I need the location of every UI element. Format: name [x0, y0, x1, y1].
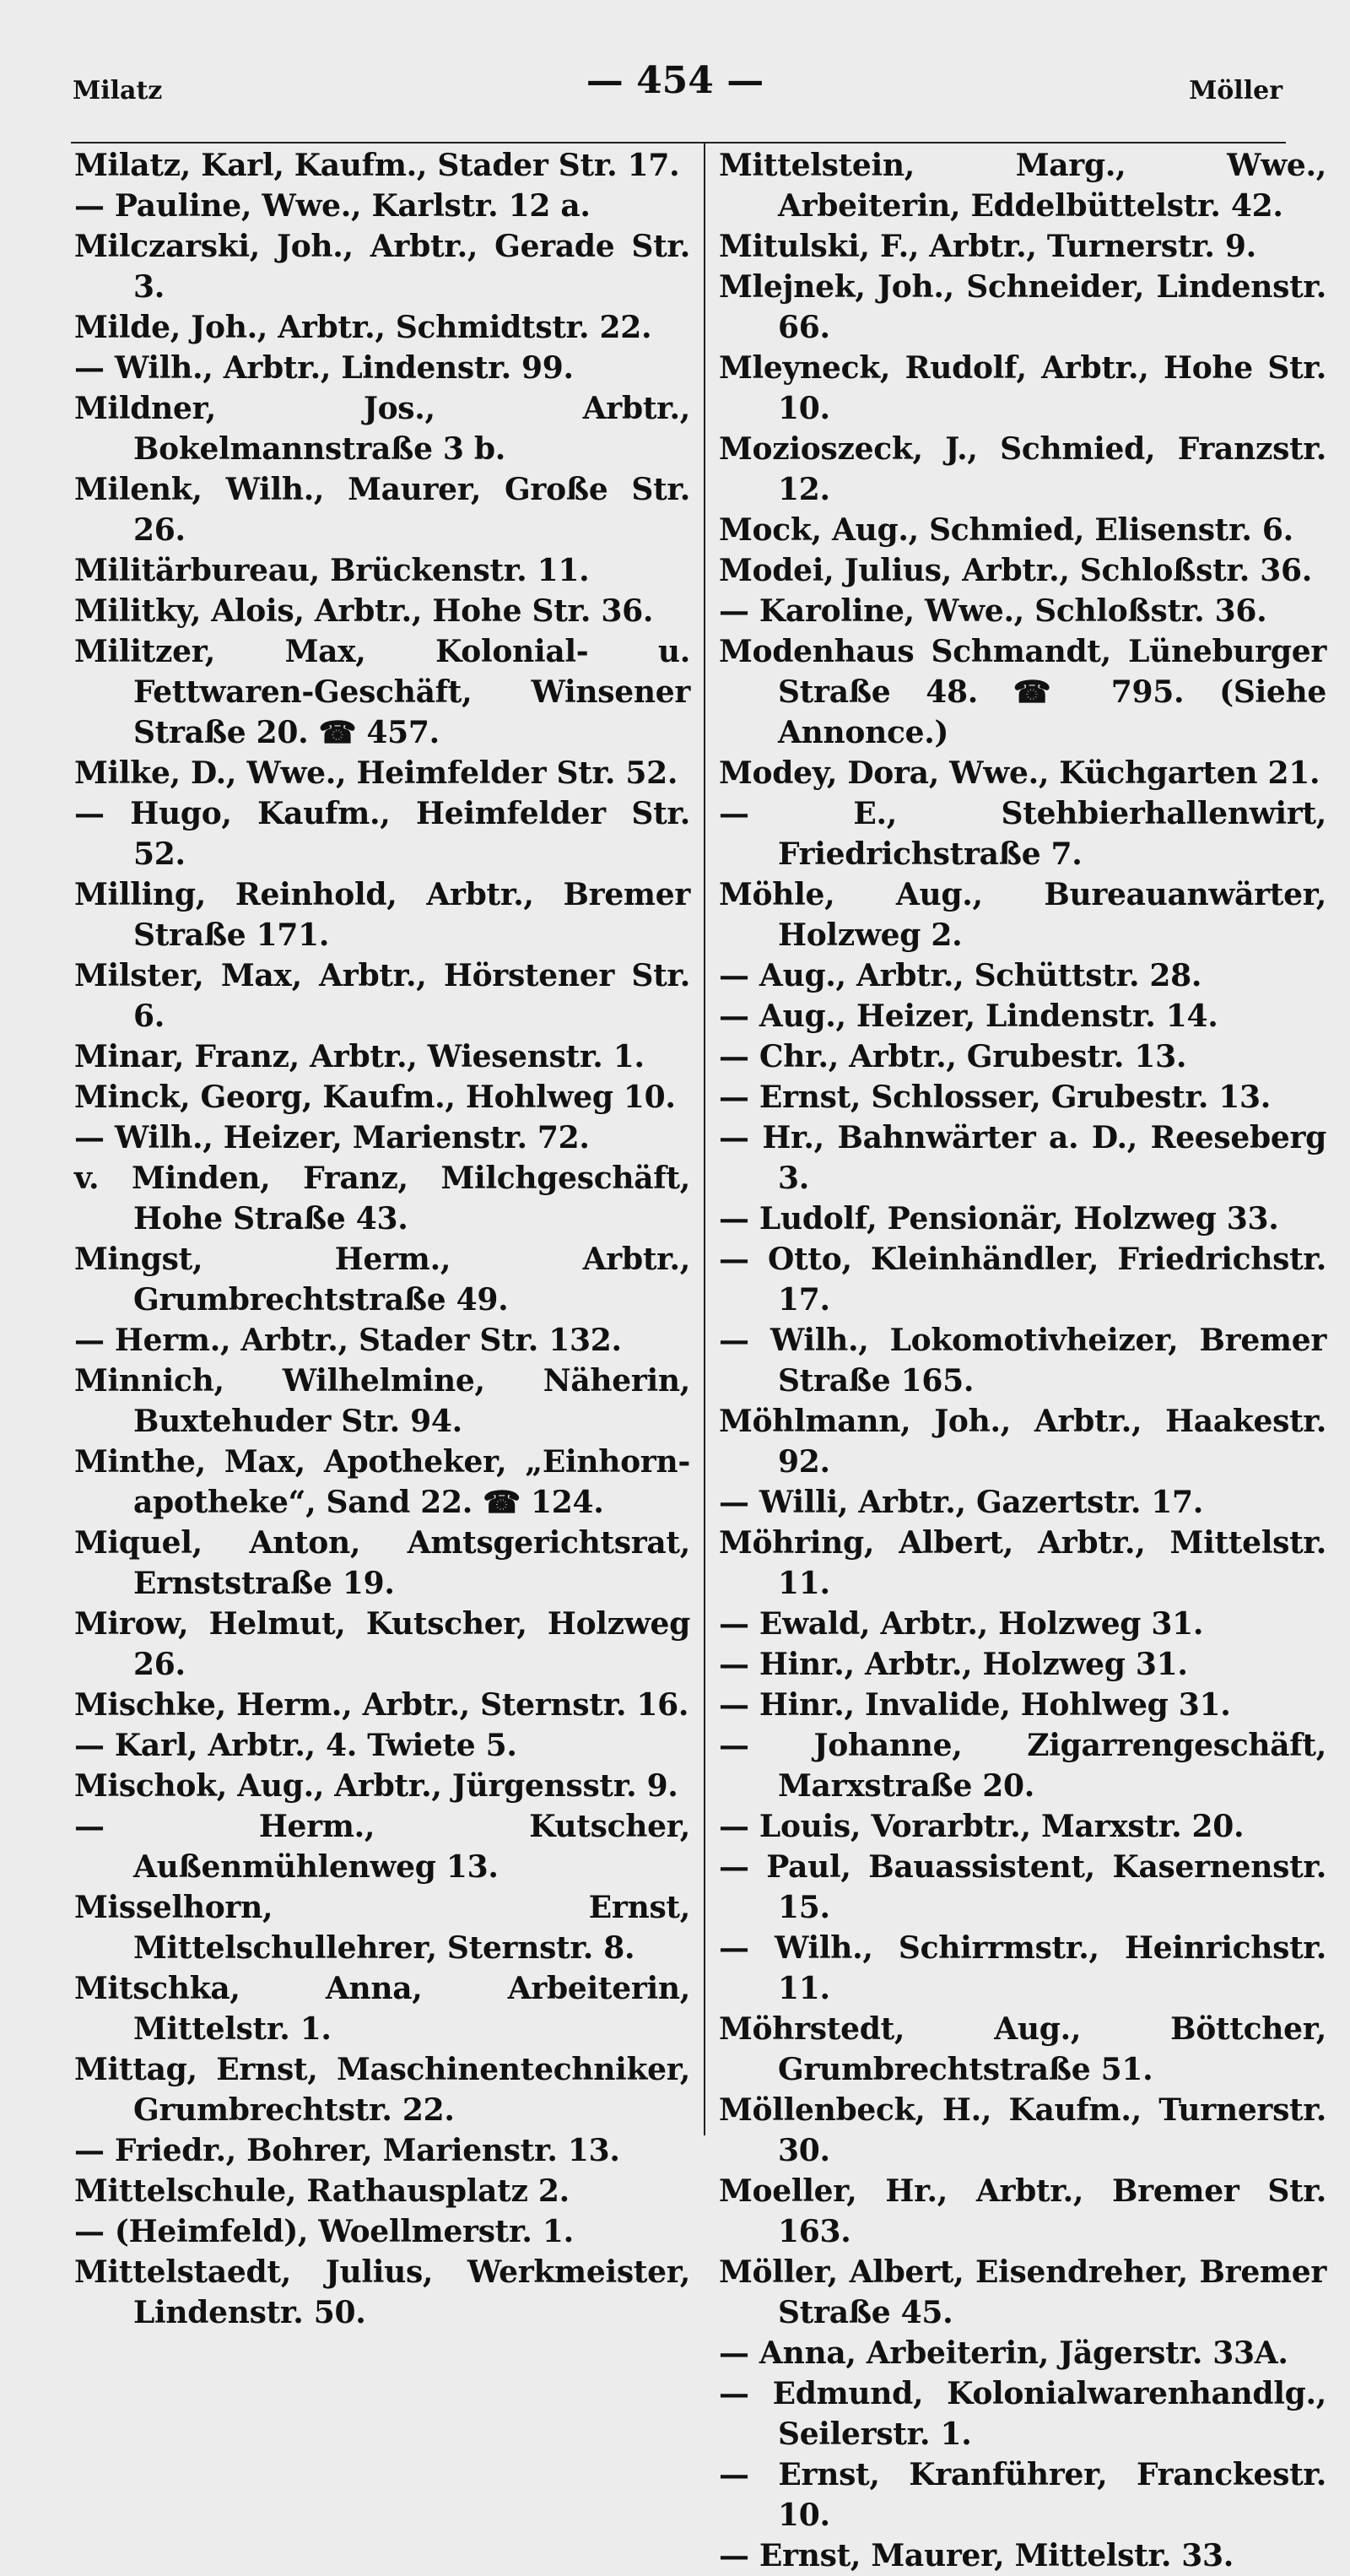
- directory-entry: Milczarski, Joh., Arbtr., Gerade Str. 3.: [74, 229, 690, 305]
- right-column: [719, 145, 1326, 2576]
- directory-entry: Möhring, Albert, Arbtr., Mittelstr. 11.: [719, 1525, 1326, 1601]
- directory-entry: Mittelstein, Marg., Wwe., Arbeiterin, Eddelbüttelstr. 42.: [719, 148, 1326, 224]
- directory-entry: Modei, Julius, Arbtr., Schloßstr. 36.: [719, 553, 1312, 588]
- directory-entry: Minnich, Wilhelmine, Näherin, Buxtehuder Str. 94.: [74, 1363, 690, 1439]
- directory-entry: v. Minden, Franz, Milchgeschäft, Hohe Straße 43.: [74, 1161, 690, 1237]
- directory-entry: Milatz, Karl, Kaufm., Stader Str. 17.: [74, 148, 680, 183]
- directory-entry: Möhle, Aug., Bureauanwärter, Holzweg 2.: [719, 877, 1326, 953]
- directory-entry: Militky, Alois, Arbtr., Hohe Str. 36.: [74, 593, 654, 629]
- directory-entry: Miquel, Anton, Amtsgerichtsrat, Ernststraße 19.: [74, 1525, 690, 1601]
- directory-entry: — Louis, Vorarbtr., Marxstr. 20.: [719, 1809, 1245, 1844]
- directory-entry: Militärbureau, Brückenstr. 11.: [74, 553, 590, 588]
- directory-entry: — Paul, Bauassistent, Kasernenstr. 15.: [719, 1849, 1326, 1925]
- header-left-keyword: Milatz: [73, 76, 163, 106]
- directory-entry: — Hinr., Invalide, Hohlweg 31.: [719, 1687, 1231, 1723]
- directory-entry: — Hr., Bahnwärter a. D., Reeseberg 3.: [719, 1120, 1326, 1196]
- directory-entry: Mleyneck, Rudolf, Arbtr., Hohe Str. 10.: [719, 350, 1326, 426]
- directory-entry: Mlejnek, Joh., Schneider, Lindenstr. 66.: [719, 269, 1326, 345]
- directory-entry: — Otto, Kleinhändler, Friedrichstr. 17.: [719, 1242, 1326, 1318]
- directory-entry: — (Heimfeld), Woellmerstr. 1.: [74, 2214, 574, 2249]
- directory-entry: — Herm., Kutscher, Außenmühlenweg 13.: [74, 1809, 690, 1885]
- directory-entry: Milster, Max, Arbtr., Hörstener Str. 6.: [74, 958, 690, 1034]
- directory-entry: Minck, Georg, Kaufm., Hohlweg 10.: [74, 1080, 676, 1115]
- directory-entry: Möller, Albert, Eisendreher, Bremer Straße 45.: [719, 2254, 1326, 2330]
- directory-entry: — Hinr., Arbtr., Holzweg 31.: [719, 1647, 1188, 1682]
- directory-entry: Milling, Reinhold, Arbtr., Bremer Straße 171.: [74, 877, 690, 953]
- directory-entry: — Karl, Arbtr., 4. Twiete 5.: [74, 1728, 517, 1763]
- directory-entry: — Ewald, Arbtr., Holzweg 31.: [719, 1606, 1204, 1642]
- directory-entry: Milenk, Wilh., Maurer, Große Str. 26.: [74, 472, 690, 548]
- directory-entry: Mitschka, Anna, Arbeiterin, Mittelstr. 1.: [74, 1971, 690, 2047]
- directory-entry: Misselhorn, Ernst, Mittelschullehrer, Sternstr. 8.: [74, 1890, 690, 1966]
- directory-entry: Mirow, Helmut, Kutscher, Holzweg 26.: [74, 1606, 690, 1682]
- directory-entry: — Wilh., Heizer, Marienstr. 72.: [74, 1120, 590, 1155]
- directory-entry: — Johanne, Zigarrengeschäft, Marxstraße 20.: [719, 1728, 1326, 1804]
- directory-entry: Mildner, Jos., Arbtr., Bokelmannstraße 3 b.: [74, 391, 690, 467]
- directory-entry: — Edmund, Kolonialwarenhandlg., Seilerstr. 1.: [719, 2376, 1326, 2452]
- directory-entry: — Chr., Arbtr., Grubestr. 13.: [719, 1039, 1187, 1074]
- page-header: [0, 59, 1350, 110]
- directory-entry: Möhlmann, Joh., Arbtr., Haakestr. 92.: [719, 1404, 1326, 1480]
- column-divider: [704, 143, 705, 2135]
- directory-entry: — Ernst, Schlosser, Grubestr. 13.: [719, 1080, 1272, 1115]
- directory-entry: Milke, D., Wwe., Heimfelder Str. 52.: [74, 755, 678, 791]
- directory-entry: Mittag, Ernst, Maschinentechniker, Grumbrechtstr. 22.: [74, 2052, 690, 2128]
- page-number: — 454 —: [586, 59, 764, 102]
- directory-entry: — Aug., Arbtr., Schüttstr. 28.: [719, 958, 1202, 993]
- directory-entry: — Ernst, Kranführer, Franckestr. 10.: [719, 2457, 1326, 2533]
- directory-entry: Mischok, Aug., Arbtr., Jürgensstr. 9.: [74, 1768, 678, 1804]
- header-rule: [71, 142, 1286, 143]
- directory-entry: Mittelschule, Rathausplatz 2.: [74, 2173, 570, 2209]
- directory-entry: Mingst, Herm., Arbtr., Grumbrechtstraße 49.: [74, 1242, 690, 1318]
- directory-entry: — Friedr., Bohrer, Marienstr. 13.: [74, 2133, 620, 2168]
- directory-entry: — Anna, Arbeiterin, Jägerstr. 33A.: [719, 2335, 1288, 2371]
- directory-entry: — Aug., Heizer, Lindenstr. 14.: [719, 998, 1218, 1034]
- directory-entry: Minthe, Max, Apotheker, „Einhorn-apotheke“, Sand 22. ☎ 124.: [74, 1444, 690, 1520]
- directory-entry: Mischke, Herm., Arbtr., Sternstr. 16.: [74, 1687, 689, 1723]
- directory-entry: Mock, Aug., Schmied, Elisenstr. 6.: [719, 512, 1293, 548]
- directory-entry: Mittelstaedt, Julius, Werkmeister, Lindenstr. 50.: [74, 2254, 690, 2330]
- directory-entry: Moeller, Hr., Arbtr., Bremer Str. 163.: [719, 2173, 1326, 2249]
- directory-entry: — Ludolf, Pensionär, Holzweg 33.: [719, 1201, 1279, 1237]
- directory-entry: — Wilh., Schirrmstr., Heinrichstr. 11.: [719, 1930, 1326, 2006]
- directory-entry: — Herm., Arbtr., Stader Str. 132.: [74, 1323, 622, 1358]
- directory-entry: Modey, Dora, Wwe., Küchgarten 21.: [719, 755, 1320, 791]
- directory-entry: — Pauline, Wwe., Karlstr. 12 a.: [74, 188, 591, 224]
- left-column: [74, 145, 690, 2333]
- directory-entry: — Willi, Arbtr., Gazertstr. 17.: [719, 1485, 1204, 1520]
- directory-entry: Möllenbeck, H., Kaufm., Turnerstr. 30.: [719, 2092, 1326, 2168]
- directory-entry: — Wilh., Arbtr., Lindenstr. 99.: [74, 350, 574, 386]
- directory-entry: — Ernst, Maurer, Mittelstr. 33.: [719, 2538, 1234, 2573]
- directory-entry: Minar, Franz, Arbtr., Wiesenstr. 1.: [74, 1039, 645, 1074]
- directory-entry: Modenhaus Schmandt, Lüneburger Straße 48. ☎ 795. (Siehe Annonce.): [719, 634, 1326, 750]
- directory-entry: Mozioszeck, J., Schmied, Franzstr. 12.: [719, 431, 1326, 507]
- directory-entry: Militzer, Max, Kolonial- u. Fettwaren-Geschäft, Winsener Straße 20. ☎ 457.: [74, 634, 690, 750]
- directory-entry: Milde, Joh., Arbtr., Schmidtstr. 22.: [74, 310, 652, 345]
- header-right-keyword: Möller: [1189, 76, 1282, 106]
- directory-entry: — Wilh., Lokomotivheizer, Bremer Straße 165.: [719, 1323, 1326, 1399]
- directory-entry: — Hugo, Kaufm., Heimfelder Str. 52.: [74, 796, 690, 872]
- directory-entry: — E., Stehbierhallenwirt, Friedrichstraße 7.: [719, 796, 1326, 872]
- directory-entry: Möhrstedt, Aug., Böttcher, Grumbrechtstraße 51.: [719, 2011, 1326, 2087]
- directory-entry: — Karoline, Wwe., Schloßstr. 36.: [719, 593, 1267, 629]
- directory-entry: Mitulski, F., Arbtr., Turnerstr. 9.: [719, 229, 1256, 264]
